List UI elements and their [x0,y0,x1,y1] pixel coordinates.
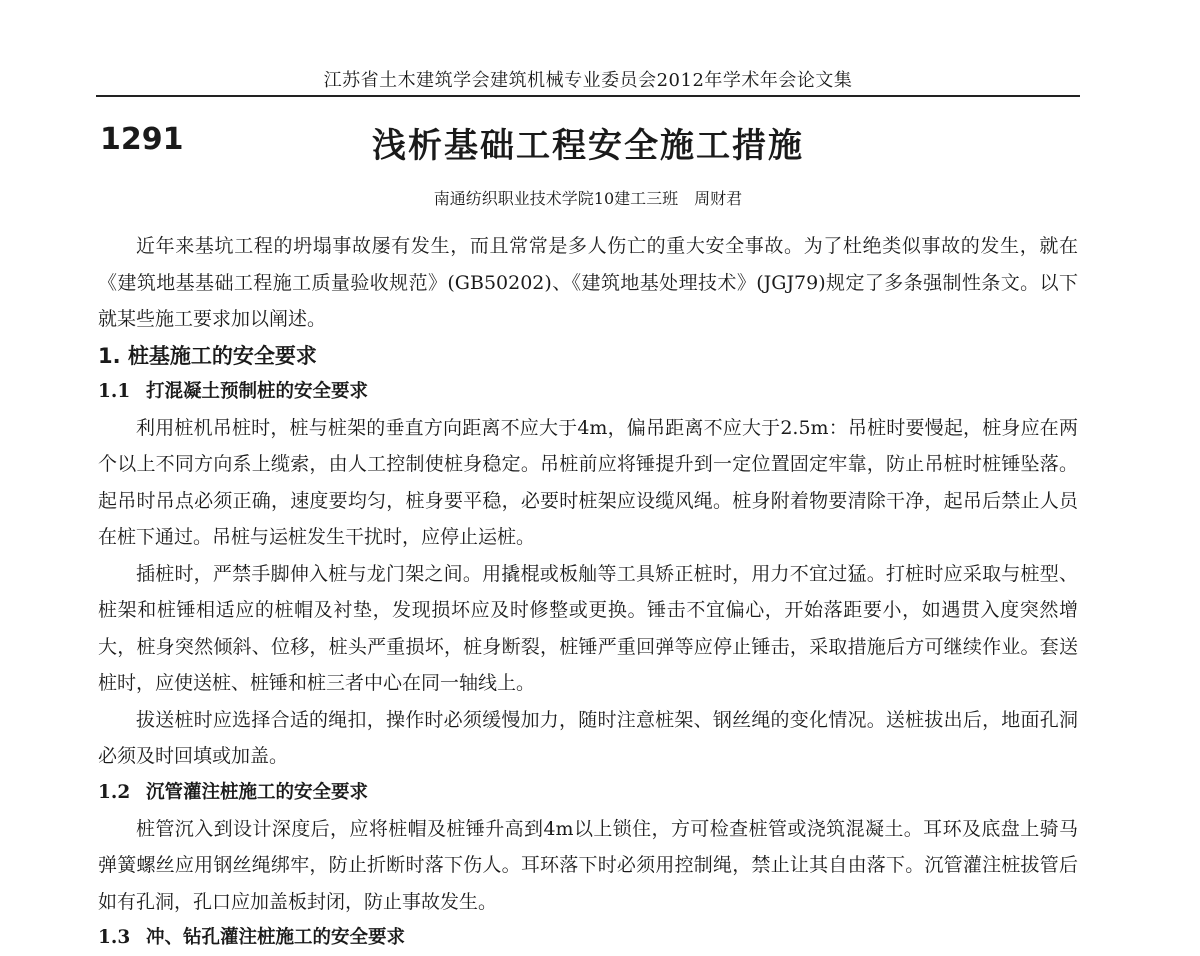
subsection-1-2-heading [98,775,1078,811]
subsection-title: 打混凝土预制桩的安全要求 [146,380,369,402]
author-name: 周财君 [694,189,743,208]
paper-body [98,228,1078,956]
section-1-heading: 1. 桩基施工的安全要求 [98,343,317,368]
subsection-title: 沉管灌注桩施工的安全要求 [146,781,369,803]
author-affiliation: 南通纺织职业技术学院10建工三班 [433,189,679,208]
body-paragraph: 拔送桩时应选择合适的绳扣，操作时必须缓慢加力，随时注意桩架、钢丝绳的变化情况。送桩拔出后，地面孔洞必须及时回填或加盖。 [98,708,1078,767]
body-paragraph: 插桩时，严禁手脚伸入桩与龙门架之间。用撬棍或板舢等工具矫正桩时，用力不宜过猛。打桩时应采取与桩型、桩架和桩锤相适应的桩帽及衬垫，发现损坏应及时修整或更换。锤击不宜偏心，开始落距要小，如遇贯入度突然增大，桩身突然倾斜、位移，桩头严重损坏，桩身断裂，桩锤严重回弹等应停止锤击，采取措施后方可继续作业。套送桩时，应使送桩、桩锤和桩三者中心在同一轴线上。 [98,562,1078,694]
subsection-title: 冲、钻孔灌注桩施工的安全要求 [146,927,406,948]
subsection-number: 1.2 [98,781,131,803]
paper-title: 浅析基础工程安全施工措施 [372,126,804,166]
intro-paragraph: 近年来基坑工程的坍塌事故屡有发生，而且常常是多人伤亡的重大安全事故。为了杜绝类似事故的发生，就在《建筑地基基础工程施工质量验收规范》(GB50202)、《建筑地基处理技术》(JGJ79)规定了多条强制性条文。以下就某些施工要求加以阐述。 [98,235,1078,330]
body-paragraph: 桩管沉入到设计深度后，应将桩帽及桩锤升高到4m以上锁住，方可检查桩管或浇筑混凝土。耳环及底盘上骑马弹簧螺丝应用钢丝绳绑牢，防止折断时落下伤人。耳环落下时必须用控制绳，禁止让其自由落下。沉管灌注桩拔管后如有孔洞，孔口应加盖板封闭，防止事故发生。 [98,817,1078,913]
running-head: 江苏省土木建筑学会建筑机械专业委员会2012年学术年会论文集 [323,70,853,91]
subsection-1-1-heading [98,374,1078,410]
header-rule [96,95,1080,97]
byline [96,186,1080,209]
subsection-number: 1.3 [98,927,131,948]
subsection-1-3-heading [98,920,1078,956]
paper-number: 1291 [100,122,184,157]
body-paragraph: 利用桩机吊桩时，桩与桩架的垂直方向距离不应大于4m，偏吊距离不应大于2.5m：吊桩时要慢起，桩身应在两个以上不同方向系上缆索，由人工控制使桩身稳定。吊桩前应将锤提升到一定位置固定牢靠，防止吊桩时桩锤坠落。起吊时吊点必须正确，速度要均匀，桩身要平稳，必要时桩架应设缆风绳。桩身附着物要清除干净，起吊后禁止人员在桩下通过。吊桩与运桩发生干扰时，应停止运桩。 [98,416,1078,548]
subsection-number: 1.1 [98,380,131,402]
